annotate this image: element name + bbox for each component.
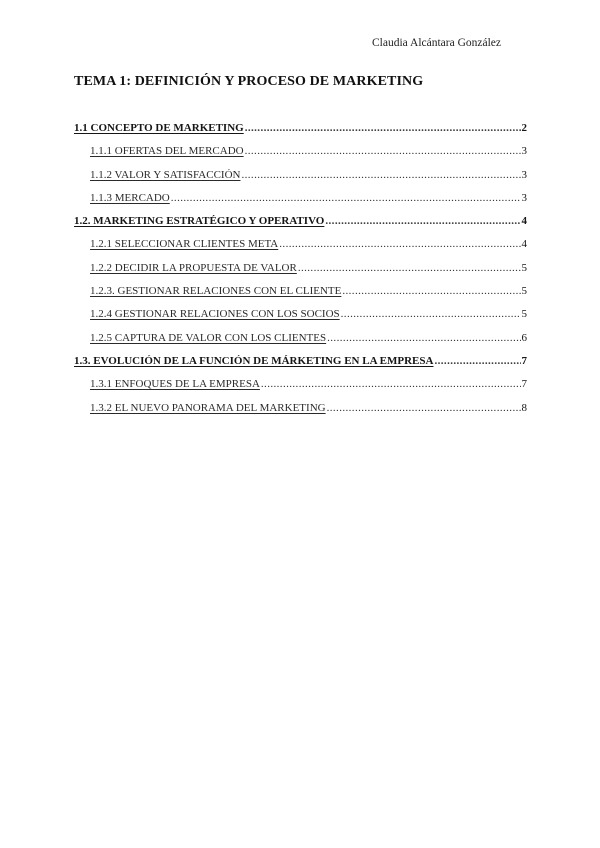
- toc-dot-leader: [245, 145, 521, 157]
- toc-entry[interactable]: [74, 262, 527, 285]
- toc-dot-leader: [341, 308, 521, 320]
- toc-dot-leader: [279, 238, 520, 250]
- toc-entry[interactable]: [74, 355, 527, 378]
- toc-entry-label: 1.2.3. GESTIONAR RELACIONES CON EL CLIENTE: [90, 285, 342, 298]
- toc-page-number: 6: [521, 331, 527, 344]
- toc-dot-leader: [245, 122, 521, 134]
- page-title: TEMA 1: DEFINICIÓN Y PROCESO DE MARKETING: [74, 74, 424, 89]
- toc-entry[interactable]: [74, 402, 527, 425]
- toc-entry[interactable]: [74, 285, 527, 308]
- toc-entry[interactable]: [74, 308, 527, 331]
- toc-page-number: 5: [521, 261, 527, 274]
- toc-entry-label: 1.2.5 CAPTURA DE VALOR CON LOS CLIENTES: [90, 331, 327, 344]
- toc-dot-leader: [241, 169, 520, 181]
- toc-entry-label: 1.2.1 SELECCIONAR CLIENTES META: [90, 238, 279, 251]
- toc-entry[interactable]: [74, 238, 527, 261]
- toc-entry-label: 1.1.3 MERCADO: [90, 191, 170, 204]
- toc-page-number: 5: [521, 285, 527, 298]
- toc-entry-label: 1.2.2 DECIDIR LA PROPUESTA DE VALOR: [90, 261, 297, 274]
- toc-page-number: 8: [521, 401, 527, 414]
- toc-dot-leader: [325, 215, 520, 227]
- toc-entry[interactable]: [74, 169, 527, 192]
- toc-dot-leader: [261, 378, 521, 390]
- toc-page-number: 3: [521, 191, 527, 204]
- toc-entry[interactable]: [74, 122, 527, 145]
- toc-entry[interactable]: [74, 332, 527, 355]
- toc-entry-label: 1.3.1 ENFOQUES DE LA EMPRESA: [90, 378, 260, 391]
- toc-dot-leader: [342, 285, 520, 297]
- header-author: Claudia Alcántara González: [372, 37, 501, 49]
- toc-page-number: 7: [521, 354, 527, 367]
- toc-entry[interactable]: [74, 192, 527, 215]
- toc-entry[interactable]: [74, 145, 527, 168]
- toc-page-number: 2: [521, 122, 527, 134]
- toc-entry-label: 1.1 CONCEPTO DE MARKETING: [74, 122, 244, 134]
- toc-page-number: 5: [521, 308, 527, 321]
- toc-page-number: 7: [521, 378, 527, 391]
- toc-page-number: 3: [521, 145, 527, 158]
- toc-dot-leader: [298, 262, 521, 274]
- toc-dot-leader: [434, 355, 520, 367]
- toc-entry-label: 1.1.2 VALOR Y SATISFACCIÓN: [90, 168, 241, 181]
- toc-entry-label: 1.3.2 EL NUEVO PANORAMA DEL MARKETING: [90, 401, 326, 414]
- toc-dot-leader: [171, 192, 521, 204]
- toc-entry-label: 1.2. MARKETING ESTRATÉGICO Y OPERATIVO: [74, 215, 325, 228]
- toc-page-number: 3: [521, 168, 527, 181]
- toc-entry[interactable]: [74, 215, 527, 238]
- toc-page-number: 4: [521, 215, 527, 228]
- toc-entry-label: 1.1.1 OFERTAS DEL MERCADO: [90, 145, 244, 158]
- toc-entry-label: 1.3. EVOLUCIÓN DE LA FUNCIÓN DE MÁRKETING EN LA EMPRESA: [74, 354, 434, 367]
- toc-dot-leader: [327, 402, 521, 414]
- toc-entry[interactable]: [74, 378, 527, 401]
- toc-dot-leader: [327, 332, 520, 344]
- toc-page-number: 4: [521, 238, 527, 251]
- table-of-contents: [74, 122, 527, 425]
- toc-entry-label: 1.2.4 GESTIONAR RELACIONES CON LOS SOCIOS: [90, 308, 340, 321]
